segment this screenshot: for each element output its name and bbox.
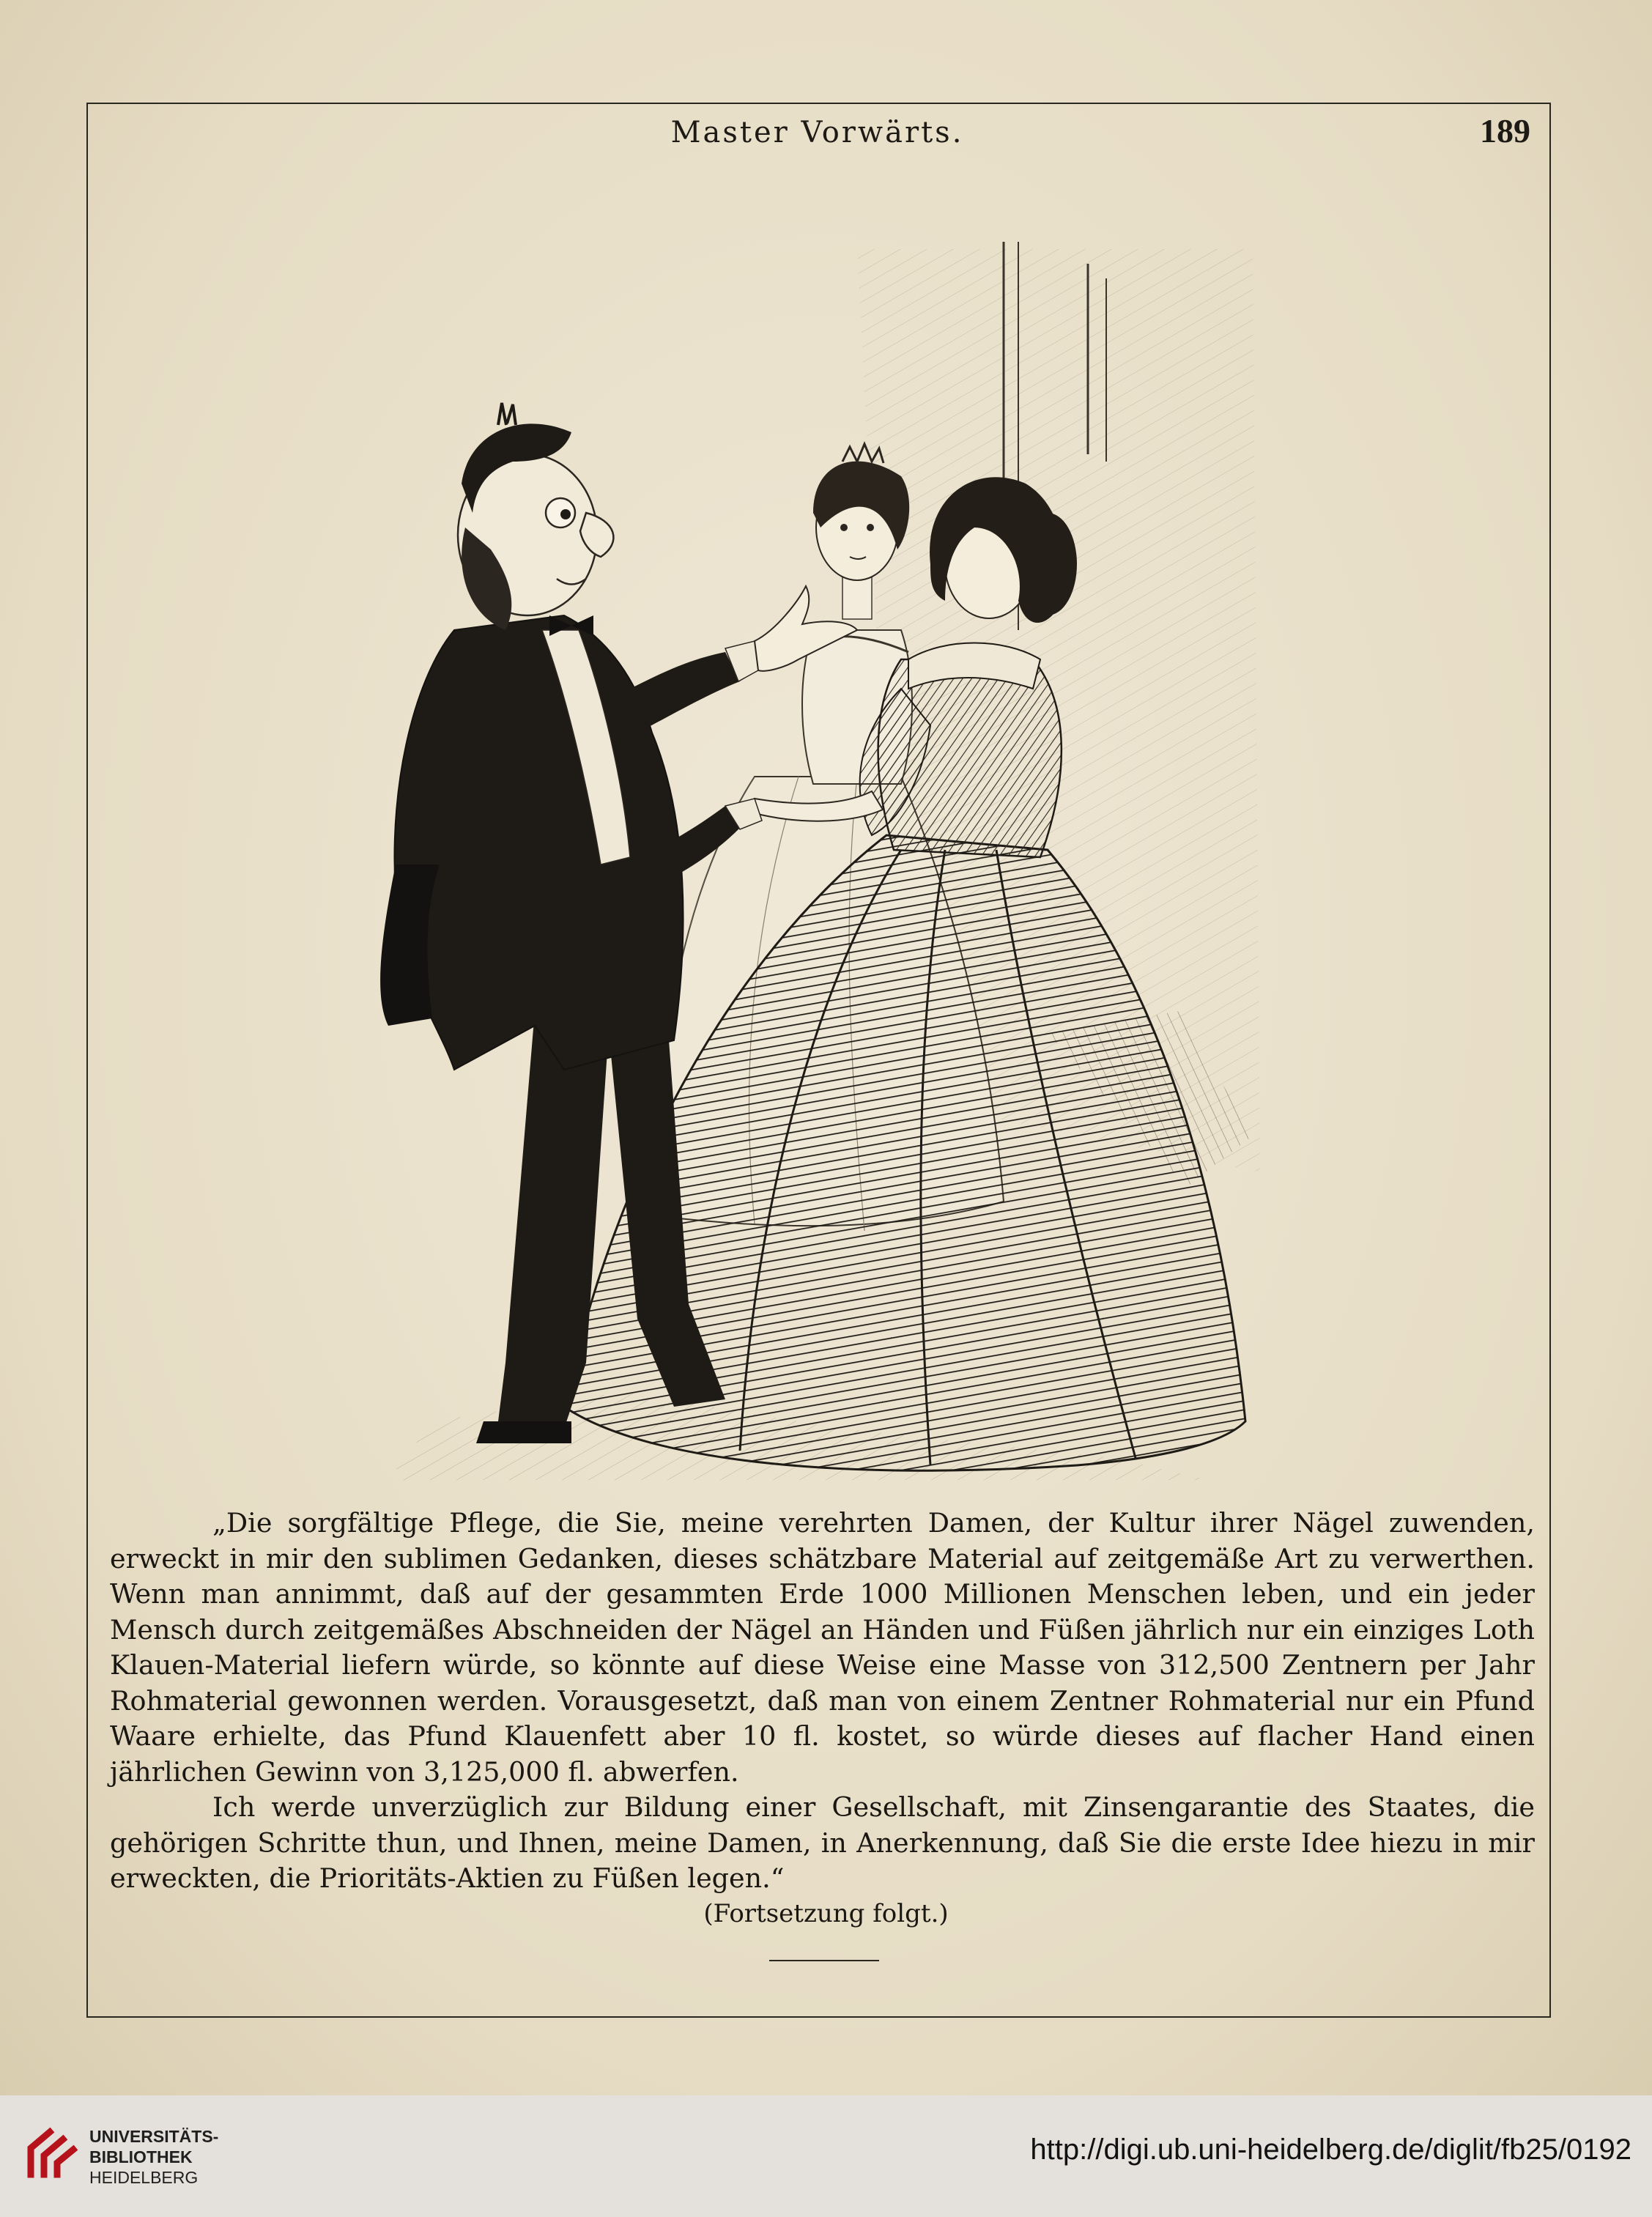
caption-paragraph-1: „Die sorgfältige Pflege, die Sie, meine verehrten Damen, der Kultur ihrer Nägel zuwenden, erweckt in mir den sublimen Gedanken, dieses schätzbare Material auf zeitgemäße Art zu verwerthen. Wenn man annimmt, daß auf der gesammten Erde 1000 Millionen Menschen leben, und ein jeder Mensch durch zeitgemäßes Abschneiden der Nägel an Händen und Füßen jährlich nur ein einziges Loth Klauen-Material liefern würde, so könnte auf diese Weise eine Masse von 312,500 Zentnern per Jahr Rohmaterial gewonnen werden. Vorausgesetzt, daß man von einem Zentner Rohmaterial nur ein Pfund Waare erhielte, das Pfund Klauenfett aber 10 fl. kostet, so würde dieses auf flacher Hand einen jährlichen Gewinn von 3,125,000 fl. abwerfen. <box>110 1507 1535 1788</box>
caption <box>110 1506 1535 1897</box>
library-name[interactable] <box>89 2126 218 2188</box>
page-number: 189 <box>1480 112 1530 149</box>
library-logo-icon[interactable] <box>21 2123 81 2183</box>
library-name-line-1: UNIVERSITÄTS- <box>89 2127 219 2146</box>
caption-paragraph-2: Ich werde unverzüglich zur Bildung einer Gesellschaft, mit Zinsengarantie des Staates, die gehörigen Schritte thun, und Ihnen, meine Damen, in Anerkennung, daß Sie die erste Idee hiezu in mir erweckten, die Prioritäts-Aktien zu Füßen legen.“ <box>110 1791 1535 1894</box>
footer-bar <box>0 2095 1652 2217</box>
ballroom-engraving <box>344 220 1297 1480</box>
source-url-link[interactable]: http://digi.ub.uni-heidelberg.de/diglit/fb25/0192 <box>1030 2133 1631 2166</box>
library-name-line-3: HEIDELBERG <box>89 2168 199 2187</box>
end-rule <box>769 1960 879 1961</box>
continuation-note: (Fortsetzung folgt.) <box>703 1899 949 1928</box>
page-header <box>86 110 1548 154</box>
running-title: Master Vorwärts. <box>670 116 964 149</box>
library-name-line-2: BIBLIOTHEK <box>89 2147 193 2166</box>
